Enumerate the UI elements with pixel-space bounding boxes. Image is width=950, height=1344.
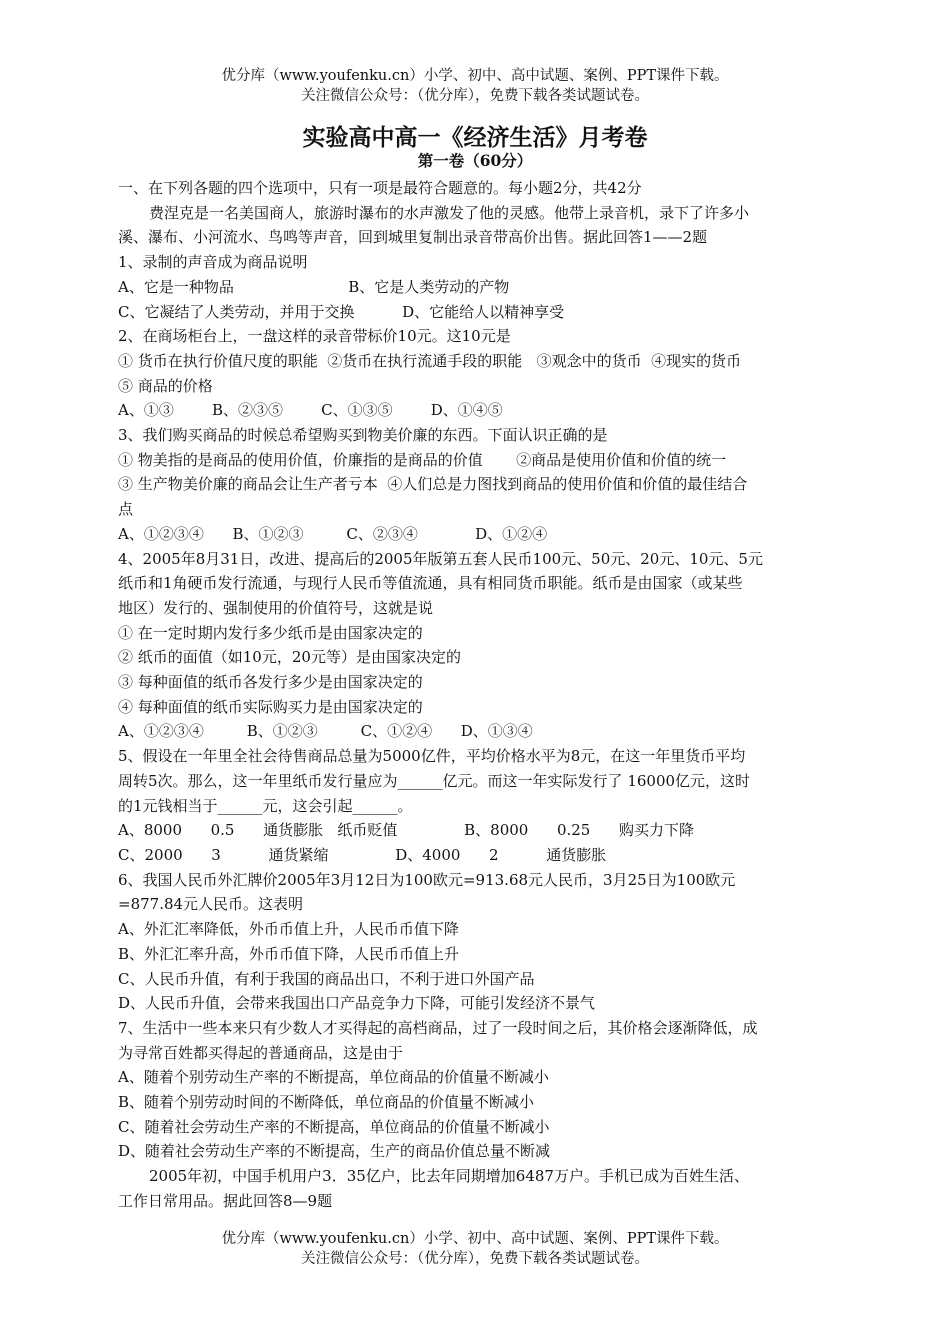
exam-body <box>118 176 834 1214</box>
question-stem: 7、生活中一些本来只有少数人才买得起的高档商品，过了一段时间之后，其价格会逐渐降低，成 <box>118 1018 758 1037</box>
answer-option: A、外汇汇率降低，外币币值上升，人民币币值下降 <box>118 920 459 939</box>
passage-line: 费涅克是一名美国商人，旅游时瀑布的水声激发了他的灵感。他带上录音机，录下了许多小 <box>149 203 750 222</box>
question-stem: 4、2005年8月31日，改进、提高后的2005年版第五套人民币100元、50元、20元、10元、5元 <box>118 549 763 568</box>
question-stem: 1、录制的声音成为商品说明 <box>118 253 308 272</box>
question-stem: 3、我们购买商品的时候总希望购买到物美价廉的东西。下面认识正确的是 <box>118 426 608 445</box>
statement-line: ③ 生产物美价廉的商品会让生产者亏本 ④人们总是力图找到商品的使用价值和价值的最佳结合 <box>118 475 748 494</box>
answer-option: D、人民币升值，会带来我国出口产品竞争力下降，可能引发经济不景气 <box>118 994 596 1013</box>
answer-options: A、它是一种物品 B、它是人类劳动的产物 <box>118 277 510 296</box>
answer-option: A、随着个别劳动生产率的不断提高，单位商品的价值量不断减小 <box>118 1068 549 1087</box>
question-stem: 2、在商场柜台上，一盘这样的录音带标价10元。这10元是 <box>118 327 511 346</box>
passage-line: 2005年初，中国手机用户3．35亿户，比去年同期增加6487万户。手机已成为百姓生活、 <box>149 1167 749 1186</box>
statement-line: ① 货币在执行价值尺度的职能 ②货币在执行流通手段的职能 ③观念中的货币 ④现实的货币 <box>118 351 742 370</box>
answer-option: D、随着社会劳动生产率的不断提高，生产的商品价值总量不断减 <box>118 1142 551 1161</box>
answer-options: C、它凝结了人类劳动，并用于交换 D、它能给人以精神享受 <box>118 302 565 321</box>
page-footer <box>0 1229 950 1269</box>
footer-line-2: 关注微信公众号：（优分库），免费下载各类试题试卷。 <box>301 1251 649 1267</box>
header-line-2: 关注微信公众号：（优分库），免费下载各类试题试卷。 <box>301 88 649 104</box>
answer-options: C、2000 3 通货紧缩 D、4000 2 通货膨胀 <box>118 845 607 864</box>
answer-option: B、随着个别劳动时间的不断降低，单位商品的价值量不断减小 <box>118 1093 535 1112</box>
answer-options: A、8000 0.5 通货膨胀 纸币贬值 B、8000 0.25 购买力下降 <box>118 821 694 840</box>
statement-line: ⑤ 商品的价格 <box>118 376 213 395</box>
passage-line: 工作日常用品。据此回答8—9题 <box>118 1191 333 1210</box>
answer-options: A、①②③④ B、①②③ C、①②④ D、①③④ <box>118 722 533 741</box>
question-stem: 为寻常百姓都买得起的普通商品，这是由于 <box>118 1043 404 1062</box>
question-stem: =877.84元人民币。这表明 <box>118 895 304 914</box>
answer-option: C、人民币升值，有利于我国的商品出口，不利于进口外国产品 <box>118 969 535 988</box>
passage-line: 溪、瀑布、小河流水、鸟鸣等声音，回到城里复制出录音带高价出售。据此回答1——2题 <box>118 228 708 247</box>
statement-line: ② 纸币的面值（如10元，20元等）是由国家决定的 <box>118 648 461 667</box>
answer-option: B、外汇汇率升高，外币币值下降，人民币币值上升 <box>118 944 460 963</box>
statement-line: 点 <box>118 500 134 519</box>
question-stem: 周转5次。那么，这一年里纸币发行量应为______亿元。而这一年实际发行了 16000亿元，这时 <box>118 771 751 790</box>
statement-line: ④ 每种面值的纸币实际购买力是由国家决定的 <box>118 697 423 716</box>
answer-options: A、①②③④ B、①②③ C、②③④ D、①②④ <box>118 524 548 543</box>
footer-line-1: 优分库（www.youfenku.cn）小学、初中、高中试题、案例、PPT课件下载。 <box>221 1231 729 1247</box>
statement-line: ① 物美指的是商品的使用价值，价廉指的是商品的价值 ②商品是使用价值和价值的统一 <box>118 450 727 469</box>
header-line-1: 优分库（www.youfenku.cn）小学、初中、高中试题、案例、PPT课件下载。 <box>221 68 729 84</box>
question-stem: 的1元钱相当于______元，这会引起______。 <box>118 796 413 815</box>
question-stem: 6、我国人民币外汇牌价2005年3月12日为100欧元=913.68元人民币，3月25日为100欧元 <box>118 870 736 889</box>
question-stem: 5、假设在一年里全社会待售商品总量为5000亿件，平均价格水平为8元，在这一年里货币平均 <box>118 747 746 766</box>
exam-subtitle: 第一卷（60分） <box>417 151 533 170</box>
question-stem: 纸币和1角硬币发行流通，与现行人民币等值流通，具有相同货币职能。纸币是由国家（或某些 <box>118 574 743 593</box>
answer-option: C、随着社会劳动生产率的不断提高，单位商品的价值量不断减小 <box>118 1117 550 1136</box>
answer-options: A、①③ B、②③⑤ C、①③⑤ D、①④⑤ <box>118 401 503 420</box>
statement-line: ① 在一定时期内发行多少纸币是由国家决定的 <box>118 623 423 642</box>
question-stem: 地区）发行的、强制使用的价值符号，这就是说 <box>118 598 434 617</box>
statement-line: ③ 每种面值的纸币各发行多少是由国家决定的 <box>118 673 423 692</box>
exam-title: 实验高中高一《经济生活》月考卷 <box>302 124 648 151</box>
section-instruction: 一、在下列各题的四个选项中，只有一项是最符合题意的。每小题2分，共42分 <box>118 179 642 197</box>
page-header <box>0 66 950 106</box>
